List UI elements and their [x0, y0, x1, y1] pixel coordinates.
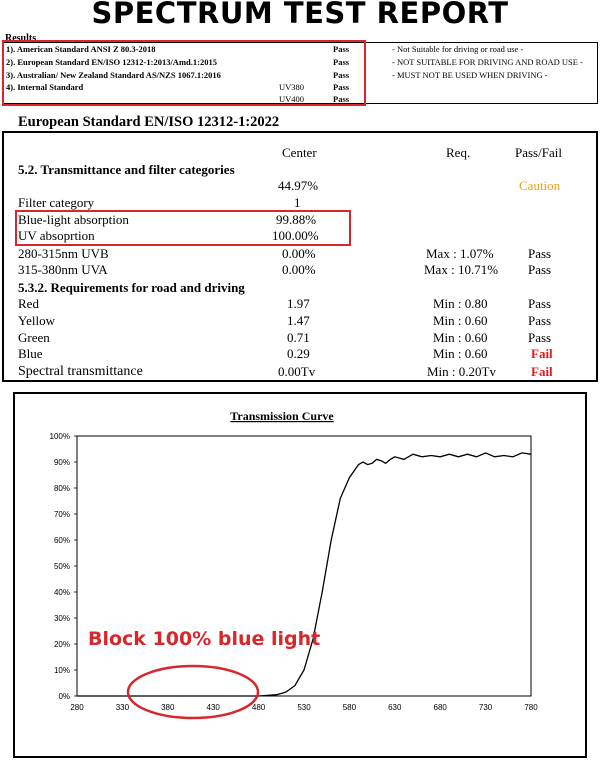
row-result: Fail — [531, 346, 553, 361]
y-tick-label: 40% — [53, 588, 70, 597]
x-tick-label: 430 — [206, 703, 220, 712]
plot-area — [77, 436, 531, 696]
y-tick-label: 20% — [53, 640, 70, 649]
row-label: Yellow — [18, 313, 55, 328]
row-label: 315-380nm UVA — [18, 262, 108, 277]
y-tick-label: 0% — [58, 692, 70, 701]
col-center-header: Center — [282, 145, 317, 160]
results-label: Results — [5, 33, 37, 44]
x-tick-label: 280 — [70, 703, 84, 712]
x-tick-label: 680 — [433, 703, 447, 712]
x-tick-label: 780 — [524, 703, 538, 712]
row-value: 0.00Tv — [278, 364, 316, 379]
chart-title: Transmission Curve — [230, 409, 334, 423]
row-value: 0.29 — [287, 346, 310, 361]
row-result: Fail — [531, 364, 553, 379]
y-tick-label: 50% — [53, 562, 70, 571]
row-req: Min : 0.60 — [433, 313, 488, 328]
y-tick-label: 90% — [53, 458, 70, 467]
y-tick-label: 30% — [53, 614, 70, 623]
row-label: Green — [18, 330, 50, 345]
row-result: Pass — [528, 296, 552, 311]
standard-name: 2). European Standard EN/ISO 12312-1:2013/Amd.1:2015 — [6, 57, 217, 67]
row-label: Filter category — [18, 195, 95, 210]
standard-name: 1). American Standard ANSI Z 80.3-2018 — [6, 44, 156, 54]
row-req: Min : 0.60 — [433, 346, 488, 361]
row-label: 280-315nm UVB — [18, 246, 109, 261]
x-tick-label: 530 — [297, 703, 311, 712]
standard-name: 3). Australian/ New Zealand Standard AS/NZS 1067.1:2016 — [6, 70, 221, 80]
row-result: Pass — [528, 330, 552, 345]
x-tick-label: 580 — [342, 703, 357, 712]
standard-result: Pass — [333, 57, 350, 67]
row-label: Red — [18, 296, 39, 311]
chart-annotation: Block 100% blue light — [88, 628, 321, 650]
y-tick-label: 60% — [53, 536, 70, 545]
transmittance-value: 44.97% — [278, 178, 319, 193]
standard-sub: UV400 — [279, 94, 305, 104]
row-result: Pass — [528, 246, 552, 261]
x-tick-label: 330 — [115, 703, 130, 712]
row-value: 0.71 — [287, 330, 310, 345]
page-title: SPECTRUM TEST REPORT — [91, 0, 509, 30]
standard-result: Pass — [333, 94, 350, 104]
row-req: Max : 10.71% — [424, 262, 499, 277]
y-tick-label: 100% — [49, 432, 70, 441]
row-label: Blue — [18, 346, 43, 361]
x-tick-label: 380 — [161, 703, 175, 712]
row-result: Pass — [528, 313, 552, 328]
standard-result: Pass — [333, 44, 350, 54]
standard-name: 4). Internal Standard — [6, 82, 84, 92]
row-value: 1.97 — [287, 296, 310, 311]
row-value: 100.00% — [272, 228, 319, 243]
row-result: Pass — [528, 262, 552, 277]
transmittance-result: Caution — [519, 178, 561, 193]
note: - NOT SUITABLE FOR DRIVING AND ROAD USE - — [392, 57, 583, 67]
note: - MUST NOT BE USED WHEN DRIVING - — [392, 70, 548, 80]
section-heading: 5.3.2. Requirements for road and driving — [18, 280, 245, 295]
note: - Not Suitable for driving or road use - — [392, 44, 524, 54]
y-tick-label: 10% — [53, 666, 70, 675]
row-label: UV absoprtion — [18, 228, 95, 243]
row-req: Min : 0.20Tv — [427, 364, 496, 379]
row-req: Min : 0.80 — [433, 296, 488, 311]
row-value: 1.47 — [287, 313, 310, 328]
row-label: Blue-light absorption — [18, 212, 129, 227]
standard-sub: UV380 — [279, 82, 305, 92]
row-req: Min : 0.60 — [433, 330, 488, 345]
row-value: 0.00% — [282, 246, 316, 261]
section-heading: 5.2. Transmittance and filter categories — [18, 162, 235, 177]
standard-result: Pass — [333, 82, 350, 92]
y-tick-label: 70% — [53, 510, 70, 519]
row-value: 1 — [294, 195, 301, 210]
transmission-line — [77, 453, 531, 696]
x-tick-label: 630 — [388, 703, 402, 712]
row-label: Spectral transmittance — [18, 364, 143, 379]
row-value: 0.00% — [282, 262, 316, 277]
y-tick-label: 80% — [53, 484, 70, 493]
highlight-ellipse — [128, 666, 258, 718]
standard-result: Pass — [333, 70, 350, 80]
row-value: 99.88% — [276, 212, 317, 227]
eu-heading: European Standard EN/ISO 12312-1:2022 — [18, 114, 280, 130]
col-passfail-header: Pass/Fail — [515, 145, 562, 160]
row-req: Max : 1.07% — [426, 246, 494, 261]
col-req-header: Req. — [446, 145, 471, 160]
x-tick-label: 480 — [251, 703, 266, 712]
x-tick-label: 730 — [478, 703, 493, 712]
